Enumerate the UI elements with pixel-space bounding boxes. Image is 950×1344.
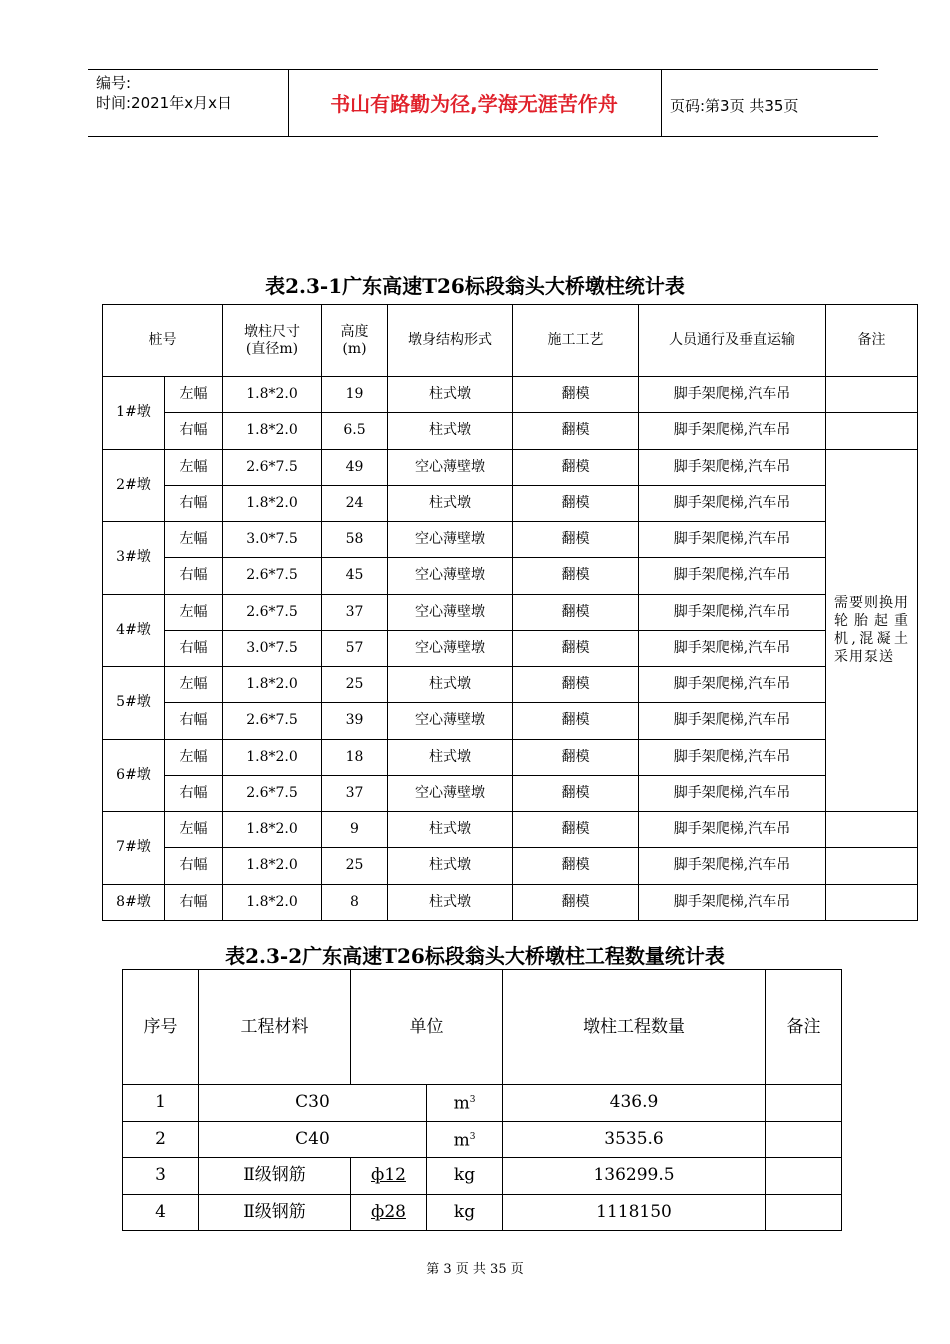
seq-cell: 2 (123, 1121, 199, 1158)
side-cell: 右幅 (165, 848, 223, 884)
structure-cell: 空心薄壁墩 (388, 594, 513, 630)
size-cell: 2.6*7.5 (223, 449, 322, 485)
table2-title: 表2.3-2广东高速T26标段翁头大桥墩柱工程数量统计表 (225, 944, 725, 968)
unit-text: m (453, 1130, 470, 1151)
quantity-statistics-table (122, 969, 842, 1231)
page-footer: 第 3 页 共 35 页 (426, 1262, 524, 1277)
structure-cell: 柱式墩 (388, 739, 513, 775)
header-remark: 备注 (826, 305, 918, 377)
side-cell: 左幅 (165, 594, 223, 630)
remark-cell (826, 884, 918, 920)
header-divider-right (661, 69, 662, 136)
remark-cell (826, 812, 918, 848)
size-cell: 2.6*7.5 (223, 594, 322, 630)
process-cell: 翻模 (513, 667, 639, 703)
size-cell: 1.8*2.0 (223, 667, 322, 703)
size-cell: 2.6*7.5 (223, 703, 322, 739)
process-cell: 翻模 (513, 630, 639, 666)
spec-cell (351, 1194, 427, 1231)
transport-cell: 脚手架爬梯,汽车吊 (639, 739, 826, 775)
process-cell: 翻模 (513, 449, 639, 485)
process-cell: 翻模 (513, 485, 639, 521)
structure-cell: 空心薄壁墩 (388, 630, 513, 666)
structure-cell: 柱式墩 (388, 413, 513, 449)
process-cell: 翻模 (513, 775, 639, 811)
side-cell: 右幅 (165, 884, 223, 920)
quantity-cell: 3535.6 (503, 1121, 766, 1158)
size-cell: 1.8*2.0 (223, 485, 322, 521)
quantity-cell: 436.9 (503, 1085, 766, 1122)
process-cell: 翻模 (513, 703, 639, 739)
side-cell: 左幅 (165, 522, 223, 558)
process-cell: 翻模 (513, 739, 639, 775)
transport-cell: 脚手架爬梯,汽车吊 (639, 630, 826, 666)
height-cell: 58 (322, 522, 388, 558)
transport-cell: 脚手架爬梯,汽车吊 (639, 703, 826, 739)
side-cell: 右幅 (165, 775, 223, 811)
transport-cell: 脚手架爬梯,汽车吊 (639, 558, 826, 594)
transport-cell: 脚手架爬梯,汽车吊 (639, 522, 826, 558)
height-cell: 25 (322, 667, 388, 703)
table-row (103, 485, 918, 521)
header-pile: 桩号 (103, 305, 223, 377)
header-height: 高度(m) (322, 305, 388, 377)
header-size: 墩柱尺寸(直径m) (223, 305, 322, 377)
table-row (103, 630, 918, 666)
side-cell: 左幅 (165, 812, 223, 848)
transport-cell: 脚手架爬梯,汽车吊 (639, 449, 826, 485)
unit-superscript: 3 (469, 1095, 476, 1106)
size-cell: 1.8*2.0 (223, 812, 322, 848)
pier-id: 5#墩 (103, 667, 165, 740)
process-cell: 翻模 (513, 884, 639, 920)
size-cell: 1.8*2.0 (223, 884, 322, 920)
structure-cell: 空心薄壁墩 (388, 522, 513, 558)
remark-cell (766, 1085, 842, 1122)
structure-cell: 柱式墩 (388, 848, 513, 884)
table-row (103, 812, 918, 848)
remark-cell (766, 1121, 842, 1158)
pier-id: 7#墩 (103, 812, 165, 885)
header-seq: 序号 (123, 970, 199, 1085)
structure-cell: 空心薄壁墩 (388, 558, 513, 594)
structure-cell: 空心薄壁墩 (388, 775, 513, 811)
table-row (123, 1085, 842, 1122)
header-top-rule (88, 69, 878, 70)
table-row (103, 413, 918, 449)
table-row (103, 884, 918, 920)
size-cell: 1.8*2.0 (223, 848, 322, 884)
header-bottom-rule (88, 136, 878, 137)
size-cell: 3.0*7.5 (223, 522, 322, 558)
pier-id: 8#墩 (103, 884, 165, 920)
side-cell: 右幅 (165, 703, 223, 739)
pier-statistics-table (102, 304, 918, 921)
table2-header-row (123, 970, 842, 1085)
process-cell: 翻模 (513, 558, 639, 594)
height-cell: 25 (322, 848, 388, 884)
unit-cell (427, 1158, 503, 1195)
pier-id: 6#墩 (103, 739, 165, 812)
side-cell: 左幅 (165, 449, 223, 485)
table-row (103, 594, 918, 630)
side-cell: 左幅 (165, 667, 223, 703)
structure-cell: 柱式墩 (388, 667, 513, 703)
transport-cell: 脚手架爬梯,汽车吊 (639, 377, 826, 413)
side-cell: 右幅 (165, 485, 223, 521)
header-page: 页码:第3页 共35页 (670, 97, 799, 115)
table1-header-row (103, 305, 918, 377)
table-row (103, 775, 918, 811)
structure-cell: 柱式墩 (388, 812, 513, 848)
transport-cell: 脚手架爬梯,汽车吊 (639, 594, 826, 630)
height-cell: 49 (322, 449, 388, 485)
size-cell: 3.0*7.5 (223, 630, 322, 666)
material-cell: C40 (199, 1121, 427, 1158)
side-cell: 左幅 (165, 739, 223, 775)
transport-cell: 脚手架爬梯,汽车吊 (639, 884, 826, 920)
unit-text: kg (453, 1201, 476, 1222)
structure-cell: 空心薄壁墩 (388, 703, 513, 739)
header-unit: 单位 (351, 970, 503, 1085)
material-cell: Ⅱ级钢筋 (199, 1194, 351, 1231)
size-cell: 1.8*2.0 (223, 377, 322, 413)
spec-cell (351, 1158, 427, 1195)
table-row (103, 522, 918, 558)
process-cell: 翻模 (513, 377, 639, 413)
seq-cell: 3 (123, 1158, 199, 1195)
unit-text: kg (453, 1165, 476, 1186)
unit-cell (427, 1121, 503, 1158)
material-cell: C30 (199, 1085, 427, 1122)
transport-cell: 脚手架爬梯,汽车吊 (639, 667, 826, 703)
height-cell: 45 (322, 558, 388, 594)
unit-text: m (453, 1094, 470, 1115)
rebar-spec: ф28 (371, 1201, 406, 1222)
process-cell: 翻模 (513, 594, 639, 630)
unit-cell (427, 1194, 503, 1231)
side-cell: 右幅 (165, 630, 223, 666)
process-cell: 翻模 (513, 413, 639, 449)
transport-cell: 脚手架爬梯,汽车吊 (639, 848, 826, 884)
structure-cell: 空心薄壁墩 (388, 449, 513, 485)
transport-cell: 脚手架爬梯,汽车吊 (639, 485, 826, 521)
table-row (123, 1158, 842, 1195)
table-row (103, 739, 918, 775)
table-row (123, 1121, 842, 1158)
table-row (103, 449, 918, 485)
material-cell: Ⅱ级钢筋 (199, 1158, 351, 1195)
table-row (103, 558, 918, 594)
quantity-cell: 136299.5 (503, 1158, 766, 1195)
side-cell: 左幅 (165, 377, 223, 413)
table1-title: 表2.3-1广东高速T26标段翁头大桥墩柱统计表 (265, 274, 685, 298)
rebar-spec: ф12 (371, 1165, 406, 1186)
quantity-cell: 1118150 (503, 1194, 766, 1231)
height-cell: 39 (322, 703, 388, 739)
remark-cell (826, 848, 918, 884)
header-motto: 书山有路勤为径,学海无涯苦作舟 (330, 92, 618, 116)
seq-cell: 4 (123, 1194, 199, 1231)
remark-cell (826, 413, 918, 449)
height-cell: 9 (322, 812, 388, 848)
pier-id: 2#墩 (103, 449, 165, 522)
pier-id: 4#墩 (103, 594, 165, 667)
pier-id: 1#墩 (103, 377, 165, 450)
size-cell: 2.6*7.5 (223, 775, 322, 811)
header-number: 编号: (96, 74, 132, 92)
structure-cell: 柱式墩 (388, 485, 513, 521)
header-transport: 人员通行及垂直运输 (639, 305, 826, 377)
height-cell: 37 (322, 594, 388, 630)
structure-cell: 柱式墩 (388, 884, 513, 920)
height-cell: 19 (322, 377, 388, 413)
size-cell: 1.8*2.0 (223, 413, 322, 449)
header-remark: 备注 (766, 970, 842, 1085)
process-cell: 翻模 (513, 848, 639, 884)
table-row (123, 1194, 842, 1231)
remark-cell (766, 1194, 842, 1231)
side-cell: 右幅 (165, 413, 223, 449)
side-cell: 右幅 (165, 558, 223, 594)
structure-cell: 柱式墩 (388, 377, 513, 413)
size-cell: 1.8*2.0 (223, 739, 322, 775)
transport-cell: 脚手架爬梯,汽车吊 (639, 413, 826, 449)
process-cell: 翻模 (513, 522, 639, 558)
height-cell: 6.5 (322, 413, 388, 449)
header-quantity: 墩柱工程数量 (503, 970, 766, 1085)
table-row (103, 848, 918, 884)
header-material: 工程材料 (199, 970, 351, 1085)
remark-note: 需要则换用轮胎起重机,混凝土采用泵送 (826, 449, 918, 812)
unit-superscript: 3 (469, 1131, 476, 1142)
header-time: 时间:2021年x月x日 (96, 94, 232, 112)
process-cell: 翻模 (513, 812, 639, 848)
height-cell: 57 (322, 630, 388, 666)
table-row (103, 377, 918, 413)
pier-id: 3#墩 (103, 522, 165, 595)
seq-cell: 1 (123, 1085, 199, 1122)
remark-cell (766, 1158, 842, 1195)
table-row (103, 667, 918, 703)
transport-cell: 脚手架爬梯,汽车吊 (639, 812, 826, 848)
table-row (103, 703, 918, 739)
size-cell: 2.6*7.5 (223, 558, 322, 594)
height-cell: 18 (322, 739, 388, 775)
header-process: 施工工艺 (513, 305, 639, 377)
remark-cell (826, 377, 918, 413)
height-cell: 24 (322, 485, 388, 521)
transport-cell: 脚手架爬梯,汽车吊 (639, 775, 826, 811)
header-structure: 墩身结构形式 (388, 305, 513, 377)
unit-cell (427, 1085, 503, 1122)
height-cell: 37 (322, 775, 388, 811)
height-cell: 8 (322, 884, 388, 920)
